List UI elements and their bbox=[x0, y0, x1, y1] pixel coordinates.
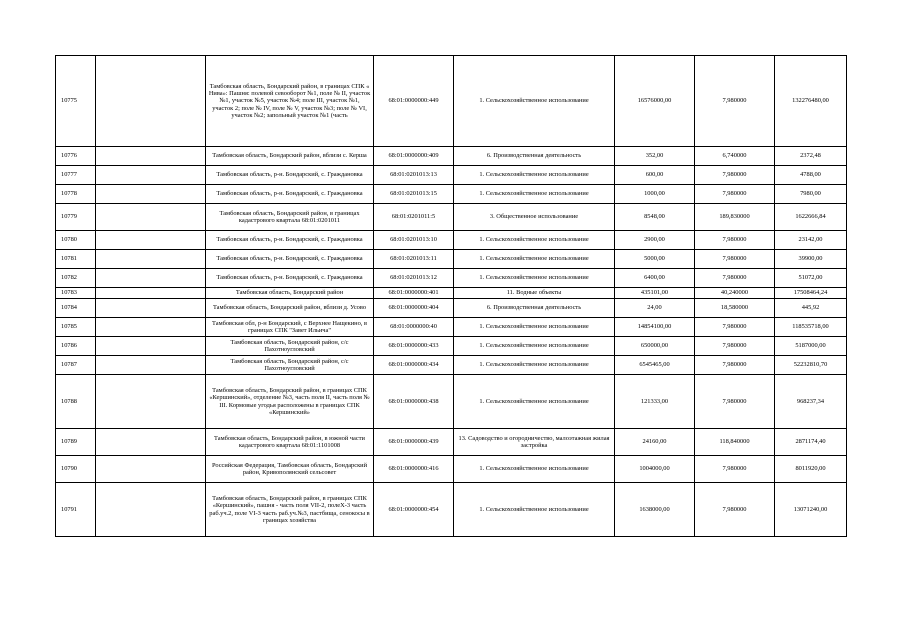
table-row bbox=[56, 456, 847, 483]
land-use-cell: 1. Сельскохозяйственное использование bbox=[454, 185, 615, 204]
cadastral-number-cell: 68:01:0000000:434 bbox=[374, 356, 454, 375]
row-number: 10786 bbox=[56, 337, 96, 356]
land-use-cell: 13. Садоводство и огородничество, малоэтажная жилая застройка bbox=[454, 429, 615, 456]
specific-value-cell: 7,980000 bbox=[695, 337, 775, 356]
land-use-cell: 6. Производственная деятельность bbox=[454, 147, 615, 166]
cadastral-value-cell: 445,92 bbox=[775, 299, 847, 318]
cadastral-value-cell: 7980,00 bbox=[775, 185, 847, 204]
table-body bbox=[56, 56, 847, 537]
address-cell: Тамбовская область, Бондарский район, в границах кадастрового квартала 68:01:0201011 bbox=[206, 204, 374, 231]
table-row bbox=[56, 318, 847, 337]
blank-cell bbox=[96, 204, 206, 231]
specific-value-cell: 7,980000 bbox=[695, 56, 775, 147]
specific-value-cell: 6,740000 bbox=[695, 147, 775, 166]
land-use-cell: 1. Сельскохозяйственное использование bbox=[454, 166, 615, 185]
area-cell: 1638000,00 bbox=[615, 483, 695, 537]
cadastral-value-cell: 39900,00 bbox=[775, 250, 847, 269]
row-number: 10784 bbox=[56, 299, 96, 318]
table-row bbox=[56, 185, 847, 204]
land-use-cell: 6. Производственная деятельность bbox=[454, 299, 615, 318]
specific-value-cell: 7,980000 bbox=[695, 269, 775, 288]
cadastral-value-cell: 132276480,00 bbox=[775, 56, 847, 147]
row-number: 10775 bbox=[56, 56, 96, 147]
land-use-cell: 1. Сельскохозяйственное использование bbox=[454, 337, 615, 356]
table-row bbox=[56, 375, 847, 429]
area-cell: 6400,00 bbox=[615, 269, 695, 288]
address-cell: Тамбовская область, Бондарский район, вблизи с. Керша bbox=[206, 147, 374, 166]
blank-cell bbox=[96, 147, 206, 166]
address-cell: Тамбовская область, Бондарский район, в южной части кадастрового квартала 68:01:1101008 bbox=[206, 429, 374, 456]
table-row bbox=[56, 429, 847, 456]
address-cell: Тамбовская область, р-н. Бондарский, с. Граждановка bbox=[206, 231, 374, 250]
land-use-cell: 1. Сельскохозяйственное использование bbox=[454, 231, 615, 250]
land-use-cell: 1. Сельскохозяйственное использование bbox=[454, 375, 615, 429]
cadastral-value-cell: 5187000,00 bbox=[775, 337, 847, 356]
specific-value-cell: 7,980000 bbox=[695, 356, 775, 375]
specific-value-cell: 7,980000 bbox=[695, 185, 775, 204]
specific-value-cell: 7,980000 bbox=[695, 456, 775, 483]
land-use-cell: 1. Сельскохозяйственное использование bbox=[454, 356, 615, 375]
area-cell: 24,00 bbox=[615, 299, 695, 318]
area-cell: 8548,00 bbox=[615, 204, 695, 231]
specific-value-cell: 7,980000 bbox=[695, 166, 775, 185]
table-row bbox=[56, 204, 847, 231]
row-number: 10776 bbox=[56, 147, 96, 166]
row-number: 10782 bbox=[56, 269, 96, 288]
table-row bbox=[56, 250, 847, 269]
land-use-cell: 1. Сельскохозяйственное использование bbox=[454, 318, 615, 337]
land-use-cell: 1. Сельскохозяйственное использование bbox=[454, 250, 615, 269]
blank-cell bbox=[96, 288, 206, 299]
blank-cell bbox=[96, 231, 206, 250]
cadastral-number-cell: 68:01:0000000:439 bbox=[374, 429, 454, 456]
land-use-cell: 1. Сельскохозяйственное использование bbox=[454, 483, 615, 537]
area-cell: 5000,00 bbox=[615, 250, 695, 269]
address-cell: Тамбовская область, Бондарский район, с/с Пахотноугловский bbox=[206, 337, 374, 356]
address-cell: Тамбовская область, р-н. Бондарский, с. Граждановка bbox=[206, 269, 374, 288]
blank-cell bbox=[96, 56, 206, 147]
row-number: 10777 bbox=[56, 166, 96, 185]
cadastral-value-cell: 17508464,24 bbox=[775, 288, 847, 299]
address-cell: Тамбовская область, Бондарский район, с/с Пахотноугловский bbox=[206, 356, 374, 375]
row-number: 10788 bbox=[56, 375, 96, 429]
table-row bbox=[56, 269, 847, 288]
cadastral-value-cell: 2871174,40 bbox=[775, 429, 847, 456]
table-row bbox=[56, 147, 847, 166]
cadastral-number-cell: 68:01:0000000:40 bbox=[374, 318, 454, 337]
blank-cell bbox=[96, 318, 206, 337]
specific-value-cell: 7,980000 bbox=[695, 231, 775, 250]
row-number: 10781 bbox=[56, 250, 96, 269]
blank-cell bbox=[96, 269, 206, 288]
cadastral-value-cell: 968237,34 bbox=[775, 375, 847, 429]
blank-cell bbox=[96, 429, 206, 456]
cadastral-number-cell: 68:01:0201013:11 bbox=[374, 250, 454, 269]
specific-value-cell: 7,980000 bbox=[695, 318, 775, 337]
cadastral-value-cell: 2372,48 bbox=[775, 147, 847, 166]
blank-cell bbox=[96, 250, 206, 269]
blank-cell bbox=[96, 375, 206, 429]
blank-cell bbox=[96, 456, 206, 483]
row-number: 10780 bbox=[56, 231, 96, 250]
area-cell: 16576000,00 bbox=[615, 56, 695, 147]
table-row bbox=[56, 337, 847, 356]
area-cell: 6545465,00 bbox=[615, 356, 695, 375]
address-cell: Тамбовская область, Бондарский район bbox=[206, 288, 374, 299]
cadastral-value-cell: 13071240,00 bbox=[775, 483, 847, 537]
address-cell: Тамбовская область, р-н. Бондарский, с. Граждановка bbox=[206, 166, 374, 185]
cadastral-value-table bbox=[55, 55, 847, 537]
area-cell: 14854100,00 bbox=[615, 318, 695, 337]
cadastral-number-cell: 68:01:0000000:449 bbox=[374, 56, 454, 147]
table-row bbox=[56, 231, 847, 250]
row-number: 10779 bbox=[56, 204, 96, 231]
table-row bbox=[56, 356, 847, 375]
cadastral-value-cell: 118535718,00 bbox=[775, 318, 847, 337]
area-cell: 1000,00 bbox=[615, 185, 695, 204]
address-cell: Тамбовская область, р-н. Бондарский, с. Граждановка bbox=[206, 185, 374, 204]
table-row bbox=[56, 299, 847, 318]
address-cell: Тамбовская область, Бондарский район, в границах СПК «Кершинский», пашня - часть поля VII-2, полеX-3 часть раб.уч.2, поле VI-3 часть раб.уч.№3, пастбища, сенокосы в границах хозяйства bbox=[206, 483, 374, 537]
cadastral-value-cell: 4788,00 bbox=[775, 166, 847, 185]
cadastral-number-cell: 68:01:0000000:433 bbox=[374, 337, 454, 356]
cadastral-number-cell: 68:01:0000000:404 bbox=[374, 299, 454, 318]
row-number: 10789 bbox=[56, 429, 96, 456]
address-cell: Тамбовская область, Бондарский район, в границах СПК «Кершинский», отделение №3, часть поля II, часть поля № III. Кормовые угодья расположены в границах СПК «Кершинский» bbox=[206, 375, 374, 429]
row-number: 10778 bbox=[56, 185, 96, 204]
cadastral-number-cell: 68:01:0000000:409 bbox=[374, 147, 454, 166]
table-row bbox=[56, 288, 847, 299]
blank-cell bbox=[96, 299, 206, 318]
land-use-cell: 1. Сельскохозяйственное использование bbox=[454, 269, 615, 288]
blank-cell bbox=[96, 356, 206, 375]
specific-value-cell: 7,980000 bbox=[695, 483, 775, 537]
cadastral-value-cell: 52232810,70 bbox=[775, 356, 847, 375]
cadastral-number-cell: 68:01:0201013:13 bbox=[374, 166, 454, 185]
blank-cell bbox=[96, 483, 206, 537]
row-number: 10783 bbox=[56, 288, 96, 299]
area-cell: 1004000,00 bbox=[615, 456, 695, 483]
specific-value-cell: 7,980000 bbox=[695, 250, 775, 269]
table-row bbox=[56, 483, 847, 537]
area-cell: 435101,00 bbox=[615, 288, 695, 299]
land-use-cell: 1. Сельскохозяйственное использование bbox=[454, 456, 615, 483]
land-use-cell: 3. Общественное использование bbox=[454, 204, 615, 231]
specific-value-cell: 189,830000 bbox=[695, 204, 775, 231]
area-cell: 650000,00 bbox=[615, 337, 695, 356]
cadastral-value-cell: 8011920,00 bbox=[775, 456, 847, 483]
cadastral-number-cell: 68:01:0000000:438 bbox=[374, 375, 454, 429]
area-cell: 600,00 bbox=[615, 166, 695, 185]
specific-value-cell: 118,840000 bbox=[695, 429, 775, 456]
cadastral-number-cell: 68:01:0000000:454 bbox=[374, 483, 454, 537]
cadastral-number-cell: 68:01:0201013:12 bbox=[374, 269, 454, 288]
area-cell: 352,00 bbox=[615, 147, 695, 166]
blank-cell bbox=[96, 337, 206, 356]
address-cell: Тамбовская область, Бондарский район, вблизи д. Усово bbox=[206, 299, 374, 318]
row-number: 10787 bbox=[56, 356, 96, 375]
cadastral-number-cell: 68:01:0201013:10 bbox=[374, 231, 454, 250]
specific-value-cell: 40,240000 bbox=[695, 288, 775, 299]
cadastral-number-cell: 68:01:0000000:416 bbox=[374, 456, 454, 483]
address-cell: Тамбовская область, Бондарский район, в границах СПК « Нива»: Пашня: полевой севооборот №1, поле № II, участок №1, участок №5, участок №4; поле III, участок №1, участок 2; поле № IV, поле № V, участок №3; поле № VI, участок №2; запольный участок №1 (часть bbox=[206, 56, 374, 147]
land-use-cell: 1. Сельскохозяйственное использование bbox=[454, 56, 615, 147]
table-row bbox=[56, 166, 847, 185]
area-cell: 121333,00 bbox=[615, 375, 695, 429]
cadastral-number-cell: 68:01:0201013:15 bbox=[374, 185, 454, 204]
cadastral-number-cell: 68:01:0000000:401 bbox=[374, 288, 454, 299]
specific-value-cell: 18,580000 bbox=[695, 299, 775, 318]
row-number: 10785 bbox=[56, 318, 96, 337]
row-number: 10791 bbox=[56, 483, 96, 537]
cadastral-value-cell: 23142,00 bbox=[775, 231, 847, 250]
cadastral-value-cell: 51072,00 bbox=[775, 269, 847, 288]
blank-cell bbox=[96, 166, 206, 185]
address-cell: Тамбовская область, р-н. Бондарский, с. Граждановка bbox=[206, 250, 374, 269]
cadastral-number-cell: 68:01:0201011:5 bbox=[374, 204, 454, 231]
blank-cell bbox=[96, 185, 206, 204]
specific-value-cell: 7,980000 bbox=[695, 375, 775, 429]
address-cell: Российская Федерация, Тамбовская область, Бондарский район, Кривополянский сельсовет bbox=[206, 456, 374, 483]
row-number: 10790 bbox=[56, 456, 96, 483]
address-cell: Тамбовская обл, р-н Бондарский, с Верхнее Нащекино, в границах СПК "Завет Ильича" bbox=[206, 318, 374, 337]
area-cell: 2900,00 bbox=[615, 231, 695, 250]
cadastral-value-cell: 1622666,84 bbox=[775, 204, 847, 231]
table-row bbox=[56, 56, 847, 147]
area-cell: 24160,00 bbox=[615, 429, 695, 456]
land-use-cell: 11. Водные объекты bbox=[454, 288, 615, 299]
